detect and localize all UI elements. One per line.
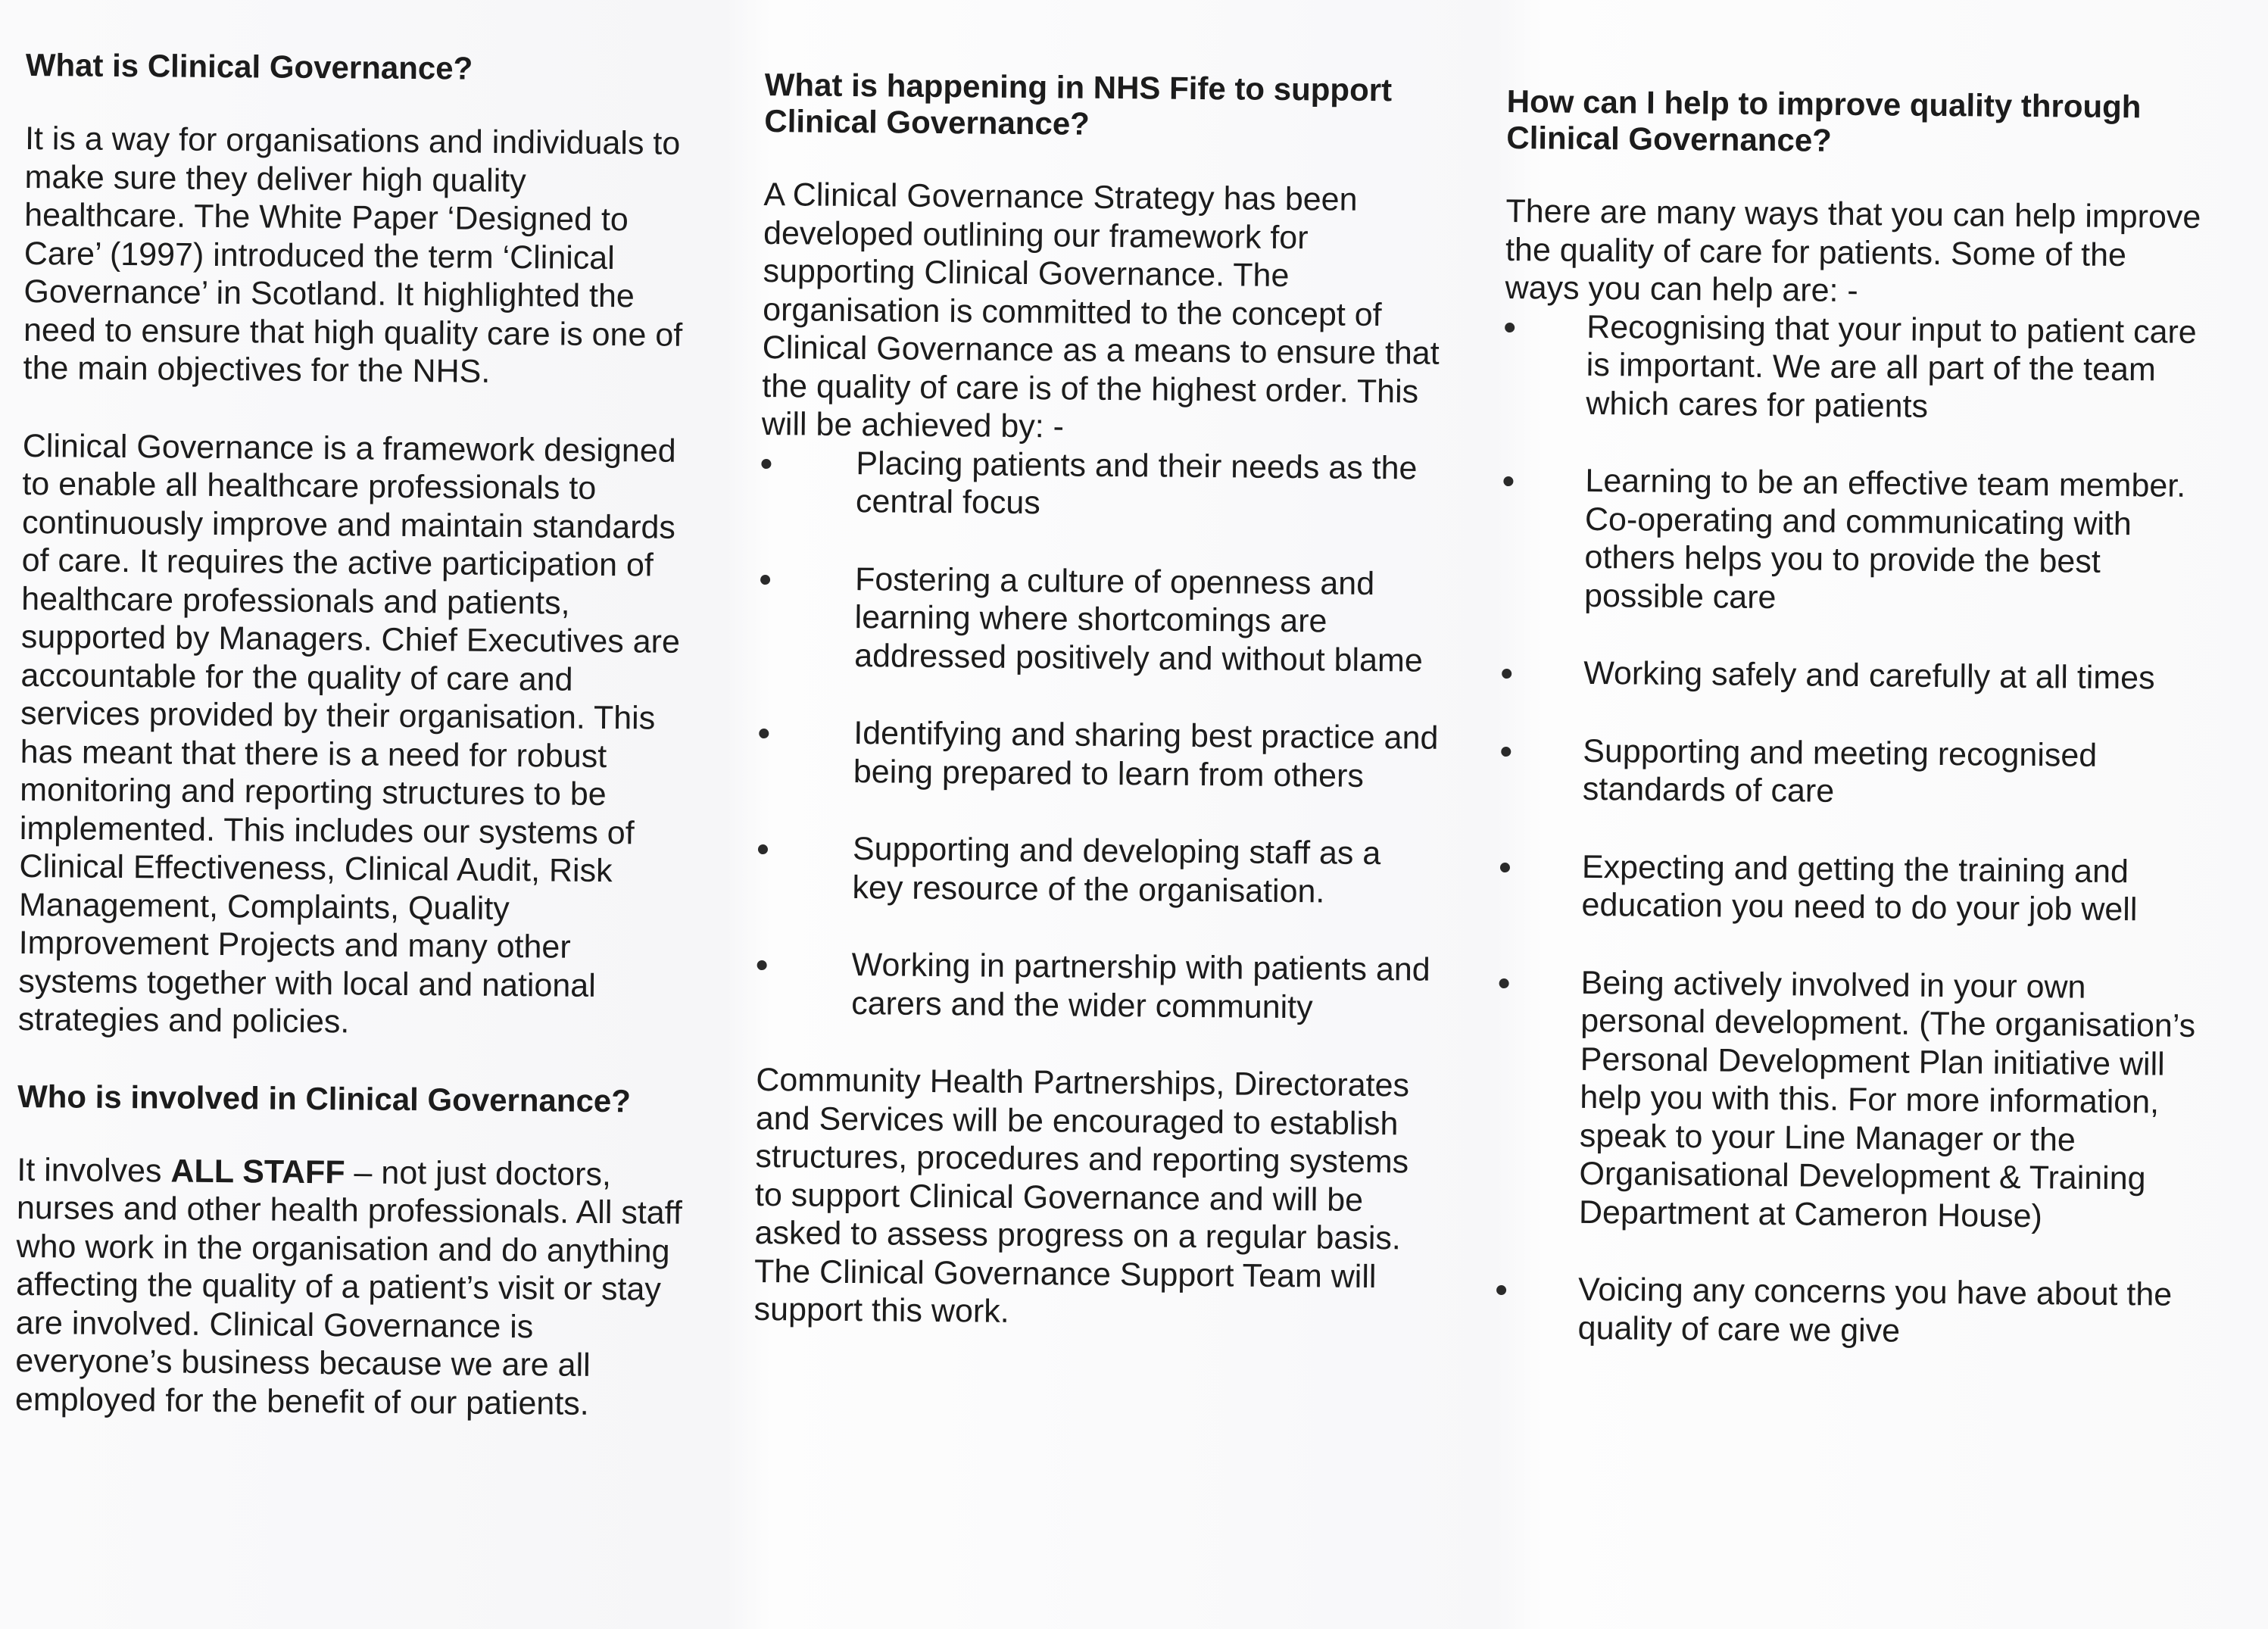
list-item-text: Learning to be an effective team member. Co-operating and communicating with others helps you to provide the best possible care [1583, 462, 2186, 616]
column-right [1496, 83, 2204, 1353]
list-item [1501, 731, 2198, 813]
help-list [1496, 307, 2201, 1352]
heading-how-can-i-help: How can I help to improve quality through Clinical Governance? [1506, 83, 2142, 158]
list-item-text: Supporting and meeting recognised standards of care [1582, 732, 2098, 810]
bullet-icon [1505, 322, 1515, 332]
paragraph-definition: It is a way for organisations and individuals to make sure they deliver high quality healthcare. The White Paper ‘Designed to Care’ (1997) introduced the term ‘Clinical Governance’ in Scotland. It highlighted the need to ensure that high quality care is one of the main objectives for the NHS. [23, 120, 683, 390]
list-item-text: Recognising that your input to patient care is important. We are all part of the team which cares for patients [1586, 308, 2197, 425]
column-middle [753, 67, 1446, 1334]
bullet-icon [759, 729, 769, 738]
list-item [760, 559, 1442, 679]
list-item-text: Supporting and developing staff as a key resource of the organisation. [852, 831, 1381, 910]
list-item [761, 443, 1443, 526]
bullet-icon [1501, 746, 1511, 756]
paragraph-framework: Clinical Governance is a framework designed to enable all healthcare professionals to continuously improve and maintain standards of care. It requires the active participation of healthcare professionals and patients, supported by Managers. Chief Executives are accountable for the quality of care and services provided by their organisation. This has meant that there is a need for robust monitoring and reporting structures to be implemented. This includes our systems of Clinical Effectiveness, Clinical Audit, Risk Management, Complaints, Quality Improvement Projects and many other systems together with local and national strategies and policies. [17, 427, 681, 1041]
list-item-text: Expecting and getting the training and education you need to do your job well [1581, 848, 2138, 928]
bullet-icon [1499, 978, 1509, 988]
bullet-icon [757, 960, 767, 970]
bullet-icon [760, 574, 770, 584]
list-item [1499, 847, 2197, 929]
heading-nhs-fife-support: What is happening in NHS Fife to support Clinical Governance? [764, 67, 1393, 142]
bullet-icon [1502, 669, 1511, 679]
heading-what-is-clinical-governance: What is Clinical Governance? [25, 47, 473, 86]
heading-who-is-involved: Who is involved in Clinical Governance? [17, 1078, 632, 1119]
paragraph-all-staff [15, 1150, 684, 1423]
list-item-text: Working in partnership with patients and carers and the wider community [851, 947, 1430, 1025]
achievement-list [757, 443, 1443, 1027]
list-item [1502, 461, 2201, 620]
list-item-text: Being actively involved in your own personal development. (The organisation’s Personal Development Plan initiative will help you with this. For more information, speak to your Line Manager or the Organisational Development & Training Department at Cameron House) [1578, 964, 2196, 1234]
all-staff-lead-text: It involves [17, 1151, 171, 1190]
paragraph-ways-to-help: There are many ways that you can help improve the quality of care for patients. Some of the ways you can help are: - [1505, 192, 2201, 310]
list-item [1504, 307, 2201, 428]
list-item [1496, 1270, 2193, 1353]
list-item [1502, 654, 2198, 698]
list-item [759, 713, 1441, 796]
list-item-text: Identifying and sharing best practice and being prepared to learn from others [853, 715, 1439, 794]
bullet-icon [758, 844, 768, 854]
column-left [15, 47, 692, 1424]
paragraph-partnerships: Community Health Partnerships, Directorates and Services will be encouraged to establish structures, procedures and reporting systems to support Clinical Governance and will be asked to assess progress on a regular basis. The Clinical Governance Support Team will support this work. [753, 1061, 1410, 1330]
bullet-icon [1496, 1285, 1506, 1295]
bullet-icon [1500, 862, 1510, 872]
all-staff-rest-text: – not just doctors, nurses and other health professionals. All staff who work in the organisation and do anything affecting the quality of a patient’s visit or stay are involved. Clinical Governance is everyone’s business because we are all employed for the benefit of our patients. [14, 1153, 682, 1422]
list-item [757, 829, 1440, 912]
bullet-icon [1503, 476, 1513, 486]
list-item-text: Fostering a culture of openness and learning where shortcomings are addressed positively and without blame [854, 560, 1423, 679]
bullet-icon [761, 458, 771, 468]
all-staff-emphasis: ALL STAFF [170, 1153, 345, 1191]
list-item [757, 945, 1439, 1028]
list-item-text: Placing patients and their needs as the central focus [855, 445, 1418, 522]
list-item-text: Voicing any concerns you have about the quality of care we give [1577, 1271, 2173, 1350]
list-item-text: Working safely and carefully at all times [1583, 654, 2155, 697]
list-item [1497, 963, 2196, 1237]
paragraph-strategy: A Clinical Governance Strategy has been developed outlining our framework for supporting Clinical Governance. The organisation is committed to the concept of Clinical Governance as a means to ensure that the quality of care is of the highest order. This will be achieved by: - [761, 176, 1440, 445]
